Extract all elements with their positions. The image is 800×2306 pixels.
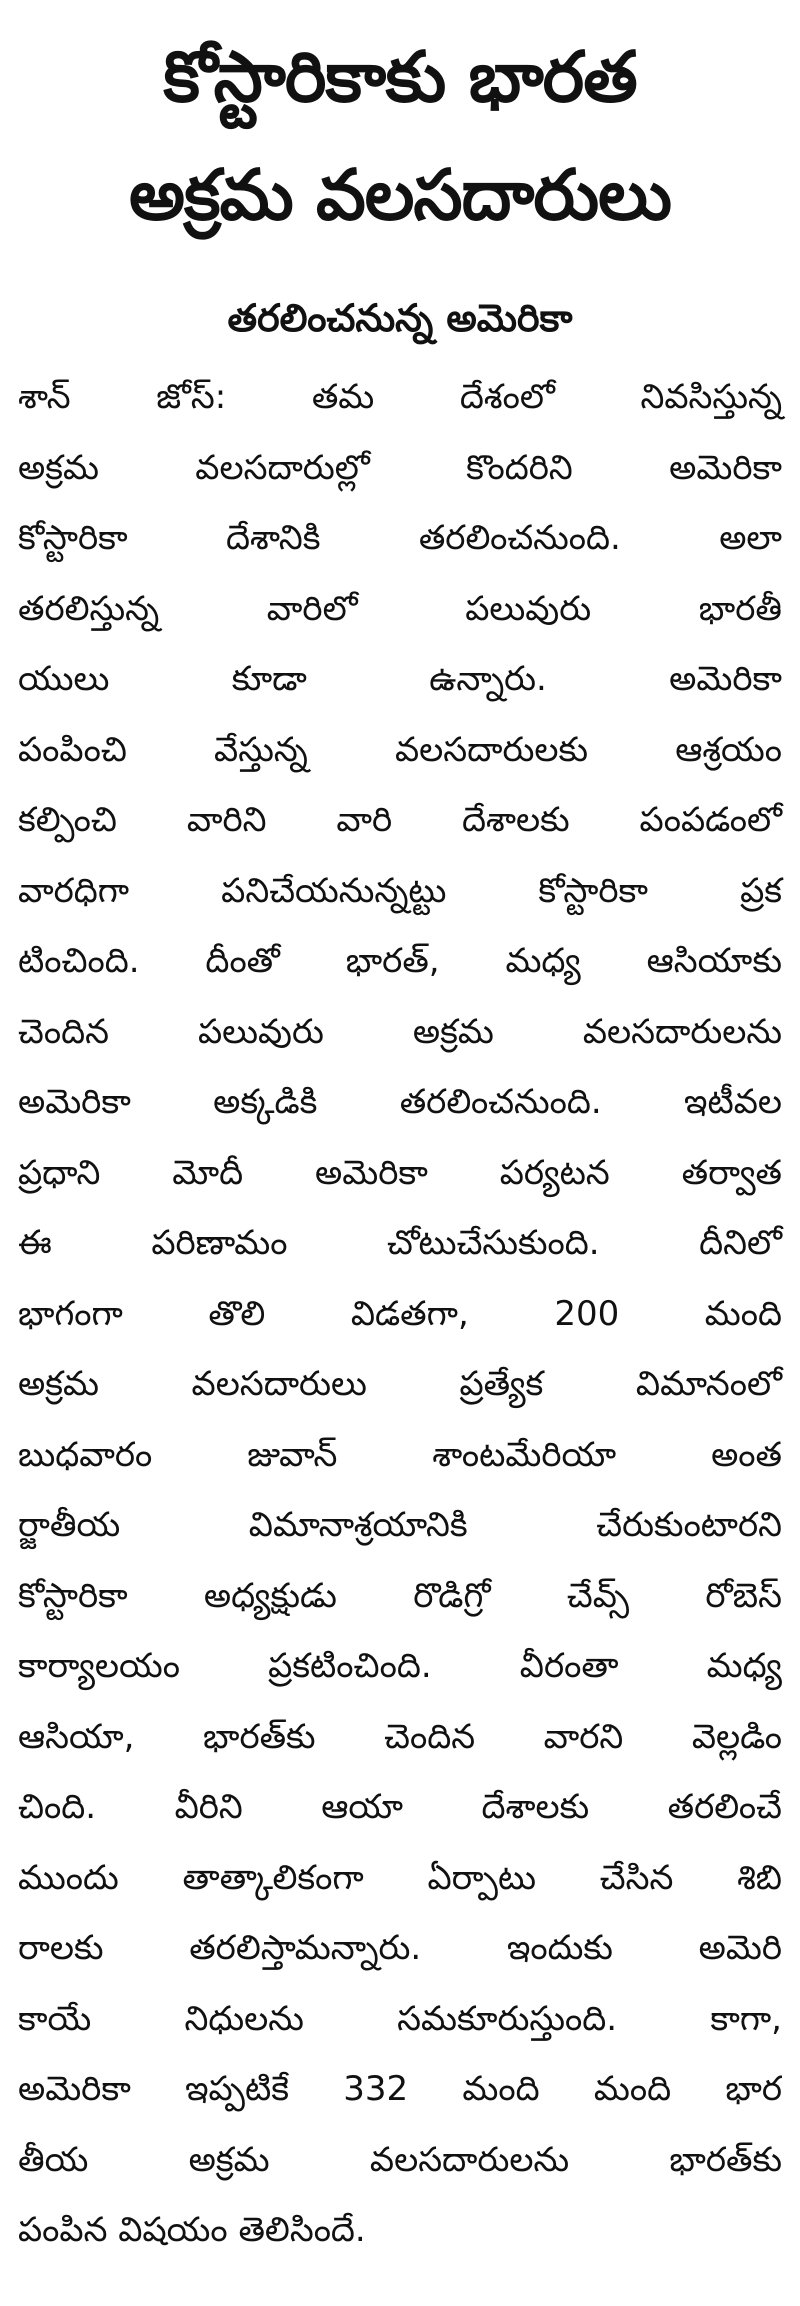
body-line: చింది. వీరిని ఆయా దేశాలకు తరలించే: [18, 1787, 782, 1827]
headline-line-1: కోస్టారికాకు భారత: [163, 36, 637, 118]
body-line: కాయే నిధులను సమకూరుస్తుంది. కాగా,: [18, 1998, 782, 2039]
headline: [0, 18, 800, 254]
headline-line-2: అక్రమ వలసదారులు: [129, 154, 671, 236]
body-line: ప్రధాని మోదీ అమెరికా పర్యటన తర్వాత: [18, 1152, 782, 1193]
body-line: తరలిస్తున్న వారిలో పలువురు భారతీ: [18, 588, 782, 629]
body-line: కల్పించి వారిని వారి దేశాలకు పంపడంలో: [18, 800, 782, 840]
body-line: ఈ పరిణామం చోటుచేసుకుంది. దీనిలో: [18, 1223, 782, 1263]
body-line: ఆసియా, భారత్‌కు చెందిన వారని వెల్లడిం: [18, 1716, 782, 1757]
body-line: పంపిన విషయం తెలిసిందే.: [18, 2210, 366, 2250]
article-body: [18, 362, 782, 2266]
body-line: బుధవారం జువాన్ శాంటమేరియా అంత: [18, 1434, 782, 1475]
body-line: పంపించి వేస్తున్న వలసదారులకు ఆశ్రయం: [18, 729, 782, 770]
body-line: అమెరికా ఇప్పటికే 332 మంది మంది భార: [18, 2069, 782, 2109]
body-line: ముందు తాత్కాలికంగా ఏర్పాటు చేసిన శిబి: [18, 1857, 782, 1898]
body-line: అమెరికా అక్కడికి తరలించనుంది. ఇటీవల: [18, 1082, 782, 1122]
body-line: టించింది. దీంతో భారత్, మధ్య ఆసియాకు: [18, 941, 782, 981]
body-line: యులు కూడా ఉన్నారు. అమెరికా: [18, 659, 782, 699]
body-line: భాగంగా తొలి విడతగా, 200 మంది: [18, 1293, 782, 1334]
body-line: కోస్టారికా అధ్యక్షుడు రొడిగ్రో చేవ్స్ రోబెస్: [18, 1575, 782, 1616]
body-line: వారధిగా పనిచేయనున్నట్టు కోస్టారికా ప్రక: [18, 870, 782, 911]
body-line: శాన్ జోస్: తమ దేశంలో నివసిస్తున్న: [18, 377, 782, 417]
body-line: ర్జాతీయ విమానాశ్రయానికి చేరుకుంటారని: [18, 1505, 782, 1545]
body-line: కార్యాలయం ప్రకటించింది. వీరంతా మధ్య: [18, 1646, 782, 1686]
body-line: అక్రమ వలసదారుల్లో కొందరిని అమెరికా: [18, 447, 782, 488]
body-line: కోస్టారికా దేశానికి తరలించనుంది. అలా: [18, 518, 782, 558]
body-line: రాలకు తరలిస్తామన్నారు. ఇందుకు అమెరి: [18, 1928, 782, 1968]
subheadline: తరలించనున్న అమెరికా: [227, 296, 573, 340]
body-line: చెందిన పలువురు అక్రమ వలసదారులను: [18, 1011, 782, 1052]
body-line: అక్రమ వలసదారులు ప్రత్యేక విమానంలో: [18, 1364, 782, 1404]
body-line: తీయ అక్రమ వలసదారులను భారత్‌కు: [18, 2139, 782, 2180]
